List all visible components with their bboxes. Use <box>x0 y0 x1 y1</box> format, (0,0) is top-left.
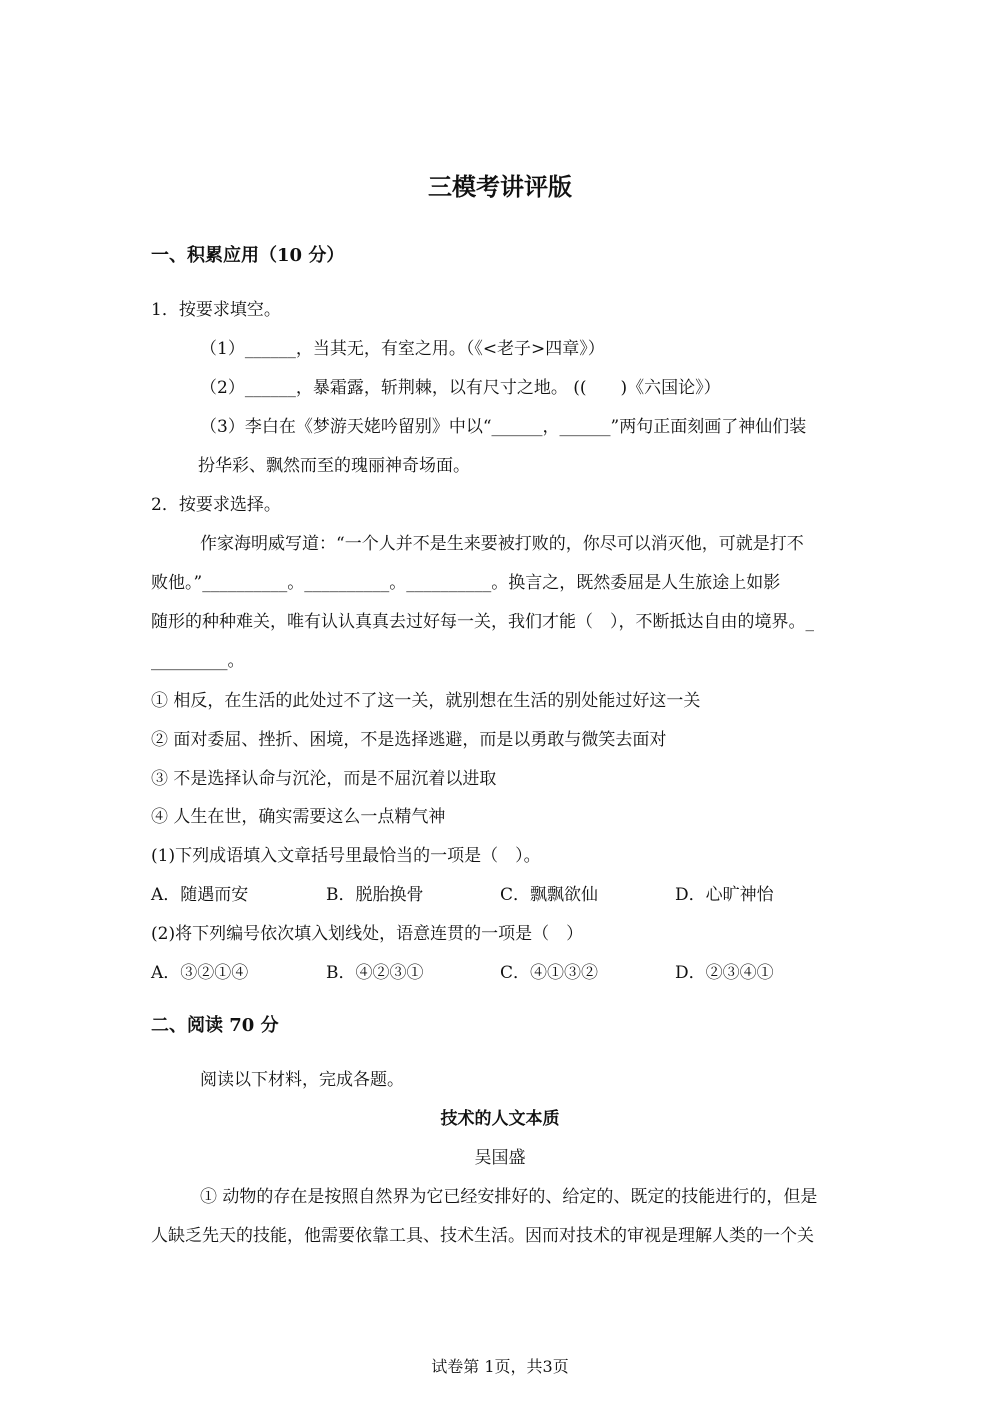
q1-item3-line2: 扮华彩、飘然而至的瑰丽神奇场面。 <box>198 456 470 476</box>
article-paragraph-line: 人缺乏先天的技能，他需要依靠工具、技术生活。因而对技术的审视是理解人类的一个关 <box>151 1226 814 1246</box>
page-footer: 试卷第 1页，共3页 <box>431 1357 569 1376</box>
numbered-item: ④ 人生在世，确实需要这么一点精气神 <box>151 807 446 827</box>
q1-item1: （1）______，当其无，有室之用。（《<老子>四章》） <box>200 339 605 359</box>
sub2-option-a: A．③②①④ <box>151 963 249 983</box>
sub1-option-b: B．脱胎换骨 <box>326 885 424 905</box>
sub2-stem: (2)将下列编号依次填入划线处，语意连贯的一项是（ ） <box>151 924 584 944</box>
article-author: 吴国盛 <box>474 1148 526 1168</box>
article-title: 技术的人文本质 <box>440 1109 560 1129</box>
q1-stem: 1．按要求填空。 <box>151 300 281 320</box>
sub2-option-b: B．④②③① <box>326 963 424 983</box>
section2-heading: 二、阅读 70 分 <box>151 1015 279 1036</box>
sub1-stem: (1)下列成语填入文章括号里最恰当的一项是（ ）。 <box>151 846 541 866</box>
reading-intro: 阅读以下材料，完成各题。 <box>200 1070 404 1090</box>
numbered-item: ① 相反，在生活的此处过不了这一关，就别想在生活的别处能过好这一关 <box>151 691 701 711</box>
sub2-option-d: D．②③④① <box>675 963 774 983</box>
sub1-option-c: C．飘飘欲仙 <box>500 885 599 905</box>
section1-heading: 一、积累应用（10 分） <box>151 245 345 266</box>
q2-passage-line: 作家海明威写道：“一个人并不是生来要被打败的，你尽可以消灭他，可就是打不 <box>200 534 804 554</box>
numbered-item: ② 面对委屈、挫折、困境，不是选择逃避，而是以勇敢与微笑去面对 <box>151 730 667 750</box>
sub1-option-d: D．心旷神怡 <box>675 885 774 905</box>
sub1-option-a: A．随遇而安 <box>151 885 249 905</box>
sub2-option-c: C．④①③② <box>500 963 599 983</box>
q2-passage-line: _________。 <box>151 651 245 671</box>
q2-passage-line: 随形的种种难关，唯有认认真真去过好每一关，我们才能（ ），不断抵达自由的境界。_ <box>151 612 814 632</box>
q2-stem: 2．按要求选择。 <box>151 495 281 515</box>
numbered-item: ③ 不是选择认命与沉沦，而是不屈沉着以进取 <box>151 769 497 789</box>
article-paragraph-line: ① 动物的存在是按照自然界为它已经安排好的、给定的、既定的技能进行的，但是 <box>200 1187 818 1207</box>
q1-item2: （2）______，暴霜露，斩荆棘，以有尺寸之地。 (( )《六国论》） <box>200 378 721 398</box>
q1-item3-line1: （3）李白在《梦游天姥吟留别》中以“______，______”两句正面刻画了神仙们装 <box>200 417 807 437</box>
page-title: 三模考讲评版 <box>428 172 572 201</box>
q2-passage-line: 败他。”__________。__________。__________。换言之，既然委屈是人生旅途上如影 <box>151 573 781 593</box>
